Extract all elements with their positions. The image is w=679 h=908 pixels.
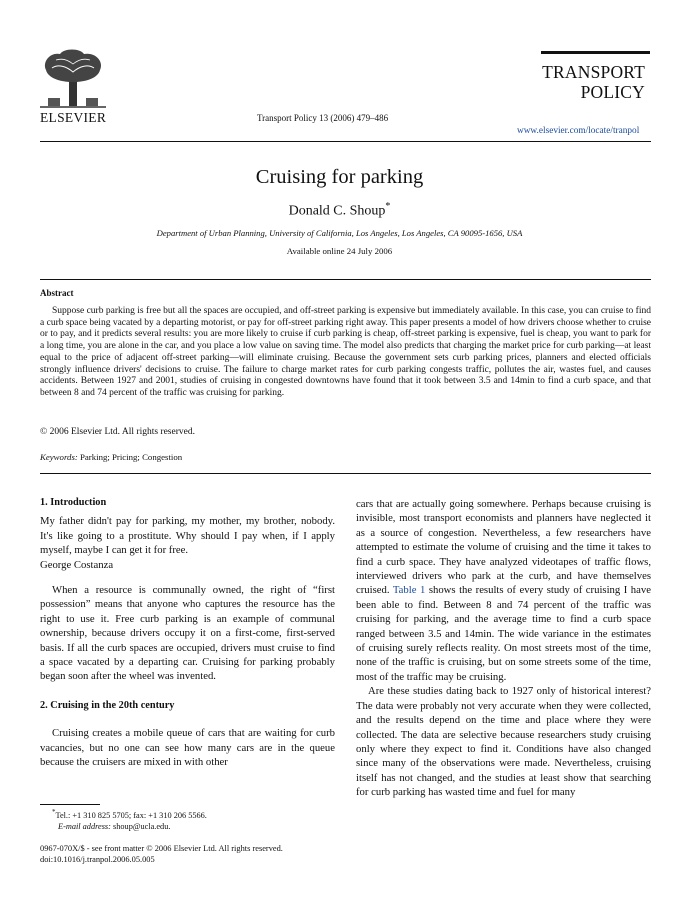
epigraph-quote: My father didn't pay for parking, my mother, my brother, nobody. It's like going to a prostitute. Why should I pay when, if I apply myself, maybe I can get it for free. xyxy=(40,515,335,557)
header-rule xyxy=(40,141,651,142)
article-title: Cruising for parking xyxy=(255,166,424,188)
intro-paragraph: When a resource is communally owned, the right of “first possession” means that anyone who captures the resource has the right to use it. Free curb parking is an example of communal ownership, because drivers occupy it on a first-come, first-served basis. If all the curb spaces are occupied, drivers must cruise to find a space vacated by a departing car. Cruising for parking probably began soon after the wheel was invented. xyxy=(40,584,335,683)
right-paragraph-2: Are these studies dating back to 1927 only of historical interest? The data were probably not very accurate when they were collected, and the results depend on the time and place where they were collected. The data are selective because researchers study cruising only where they expect to find it. Conditions have also changed since many of the observations were made. Nevertheless, cruising itself has not changed, and the studies at least show that searching for curb parking has wasted time and fuel for many xyxy=(356,685,651,799)
footnote-email-label: E-mail address: xyxy=(58,821,111,831)
section-2-heading: 2. Cruising in the 20th century xyxy=(40,699,175,711)
epigraph-author: George Costanza xyxy=(40,558,114,571)
table-1-link[interactable]: Table 1 xyxy=(392,584,426,597)
author-footnote xyxy=(52,807,207,832)
footnote-phone-fax: Tel.: +1 310 825 5705; fax: +1 310 206 5566. xyxy=(55,810,207,820)
author-affiliation: Department of Urban Planning, University of California, Los Angeles, Los Angeles, CA 90095-1656, USA xyxy=(156,228,523,238)
abstract-copyright: © 2006 Elsevier Ltd. All rights reserved. xyxy=(40,427,195,437)
right-paragraph-1-a: cars that are actually going somewhere. Perhaps because cruising is invisible, most transport economists and planners have neglected it as a source of congestion. Nevertheless, a few researchers have attempted to estimate the volume of cruising and the time it takes to find a curb space. They have analyzed videotapes of traffic flows, interviewed drivers who park at the curb, and have themselves cruised. xyxy=(356,498,651,597)
footnote-email-line xyxy=(52,821,207,832)
keywords-line xyxy=(40,452,182,462)
abstract-heading: Abstract xyxy=(40,288,74,298)
front-matter xyxy=(40,843,283,865)
journal-title-line2: POLICY xyxy=(580,82,645,102)
footnote-email-link[interactable]: shoup@ucla.edu. xyxy=(113,821,171,831)
keywords-list: Parking; Pricing; Congestion xyxy=(80,452,183,462)
footnote-mark: * xyxy=(52,809,56,816)
author-footnote-mark[interactable]: * xyxy=(385,201,391,212)
left-column xyxy=(40,496,335,770)
author-name: Donald C. Shoup xyxy=(288,203,386,219)
doi-link[interactable]: doi:10.1016/j.tranpol.2006.05.005 xyxy=(40,855,155,864)
footnote-contact xyxy=(52,807,207,821)
right-column xyxy=(356,497,651,800)
journal-url-link[interactable]: www.elsevier.com/locate/tranpol xyxy=(517,126,640,136)
abstract-body: Suppose curb parking is free but all the spaces are occupied, and off-street parking is expensive but immediately available. In this case, you can cruise to find a curb space being vacated by a departing motorist, or pay for off-street parking right away. This paper presents a model of how drivers choose whether to cruise or to pay, and it predicts several results: you are more likely to cruise if curb parking is cheap, off-street parking is expensive, fuel is cheap, you want to park for a long time, you are alone in the car, and you place a low value on saving time. The model also predicts that charging the market price for curb parking—at least equal to the price of adjacent off-street parking—will eliminate cruising. Because the government sets curb parking prices, planners and elected officials strongly influence drivers' decisions to cruise. The failure to charge market rates for curb parking congests traffic, pollutes the air, wastes fuel, and causes accidents. Between 1927 and 2001, studies of cruising in congested downtowns have found that it took between 3.5 and 14min to find a curb space, and that between 8 and 74 percent of the traffic was cruising for parking. xyxy=(40,306,651,398)
available-online-date: Available online 24 July 2006 xyxy=(286,246,393,256)
keywords-label: Keywords: xyxy=(40,452,78,462)
abstract-top-rule xyxy=(40,279,651,280)
journal-title xyxy=(541,62,645,102)
issn-line: 0967-070X/$ - see front matter © 2006 Elsevier Ltd. All rights reserved. xyxy=(40,844,283,853)
abstract-bottom-rule xyxy=(40,473,651,474)
section-2-paragraph: Cruising creates a mobile queue of cars that are waiting for curb vacancies, but no one can see how many cars are in the queue because the cruisers are mixed in with other xyxy=(40,727,335,769)
journal-title-rule xyxy=(541,51,650,54)
journal-citation: Transport Policy 13 (2006) 479–486 xyxy=(257,113,389,123)
right-paragraph-1 xyxy=(356,497,651,684)
author-line xyxy=(0,201,679,220)
right-paragraph-1-b: shows the results of every study of cruising I have been able to find. Between 8 and 74 percent of the traffic was cruising for parking, and the average time to find a curb space ranged between 3.5 and 14min. The wide variance in the estimates of cruising surely reflects reality. On most streets most of the time, none of the traffic is cruising, but on some streets some of the time, most of the traffic may be cruising. xyxy=(356,584,651,683)
journal-title-line1: TRANSPORT xyxy=(542,62,645,82)
publisher-name: ELSEVIER xyxy=(40,110,107,125)
elsevier-tree-logo-icon xyxy=(40,48,106,108)
footnote-rule xyxy=(40,804,100,805)
section-1-heading: 1. Introduction xyxy=(40,497,107,508)
